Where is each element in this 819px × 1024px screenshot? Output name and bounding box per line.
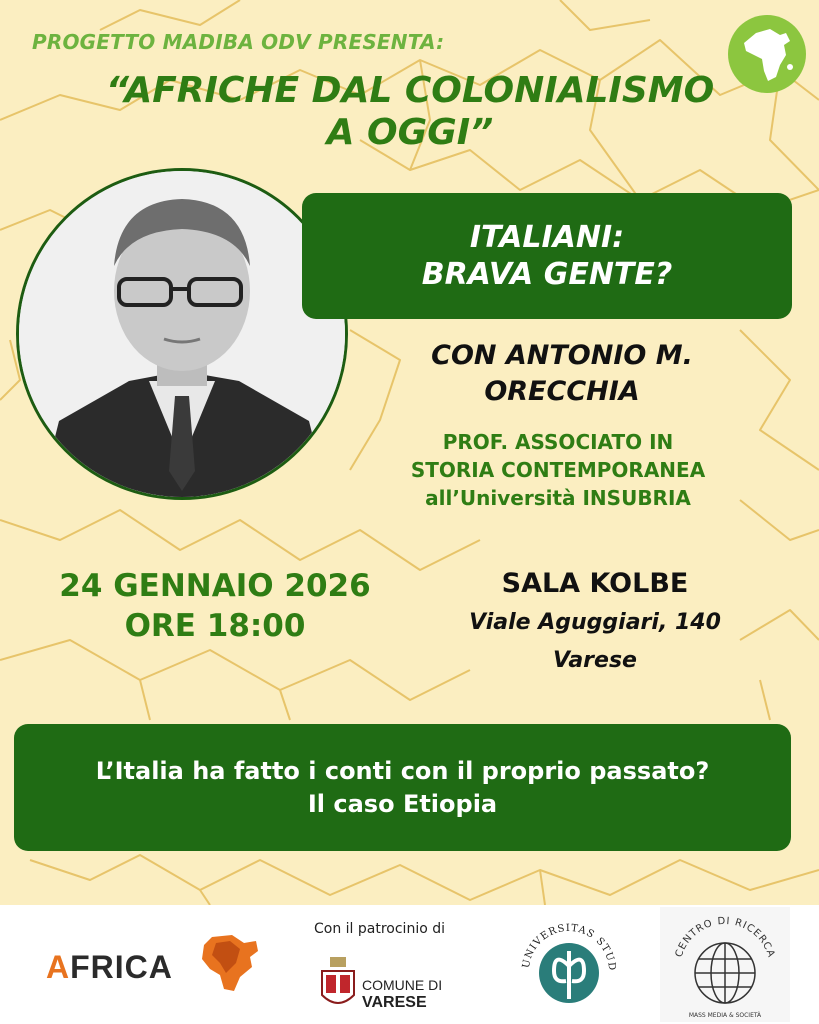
comune-varese xyxy=(362,977,442,1011)
svg-text:MASS MEDIA & SOCIETÀ: MASS MEDIA & SOCIETÀ xyxy=(688,1012,762,1019)
speaker-line1: CON ANTONIO M. xyxy=(431,340,693,371)
speaker-portrait xyxy=(19,171,345,497)
event-venue xyxy=(440,565,750,679)
event-date: 24 GENNAIO 2026 xyxy=(59,568,371,604)
comune-line1: COMUNE DI xyxy=(362,977,443,993)
svg-text:CENTRO DI RICERCA: CENTRO DI RICERCA xyxy=(673,915,777,960)
africa-logo-rest: FRICA xyxy=(70,949,173,985)
university-insubria-seal xyxy=(514,911,624,1021)
speaker-role-line3: all’Università INSUBRIA xyxy=(425,486,691,510)
research-center-seal xyxy=(660,907,790,1022)
topic-line2: BRAVA GENTE? xyxy=(421,257,673,292)
university-seal-icon xyxy=(514,911,624,1021)
venue-name: SALA KOLBE xyxy=(501,568,689,599)
venue-city: Varese xyxy=(553,648,637,673)
varese-coat-of-arms-icon xyxy=(318,955,358,1013)
speaker-name xyxy=(392,338,732,410)
africa-logo-first-letter: A xyxy=(46,949,71,985)
sponsor-footer xyxy=(0,905,819,1024)
speaker-role-line1: PROF. ASSOCIATO IN xyxy=(442,430,674,454)
speaker-line2: ORECCHIA xyxy=(484,376,640,407)
presenter-line: PROGETTO MADIBA ODV PRESENTA: xyxy=(32,30,445,54)
venue-address: Viale Aguggiari, 140 xyxy=(469,610,721,635)
speaker-photo xyxy=(16,168,348,500)
speaker-role xyxy=(372,428,744,512)
patronage-label: Con il patrocinio di xyxy=(314,921,446,937)
speaker-role-line2: STORIA CONTEMPORANEA xyxy=(410,458,706,482)
comune-line2: VARESE xyxy=(362,994,427,1011)
globe-icon xyxy=(695,943,755,1003)
event-title-line1: “AFRICHE DAL COLONIALISMO xyxy=(105,70,715,111)
question-line2: Il caso Etiopia xyxy=(307,789,498,818)
topic-line1: ITALIANI: xyxy=(469,220,625,255)
event-title xyxy=(60,70,760,154)
question-line1: L’Italia ha fatto i conti con il proprio passato? xyxy=(95,756,710,785)
topic-banner xyxy=(302,193,792,319)
event-datetime xyxy=(40,566,390,646)
svg-text:UNIVERSITAS STUDIORUM INSUBRIA: UNIVERSITAS STUD xyxy=(520,922,618,972)
question-banner xyxy=(14,724,791,851)
africa-logo xyxy=(44,933,264,993)
event-time: ORE 18:00 xyxy=(124,608,306,644)
event-title-line2: A OGGI” xyxy=(326,112,494,153)
